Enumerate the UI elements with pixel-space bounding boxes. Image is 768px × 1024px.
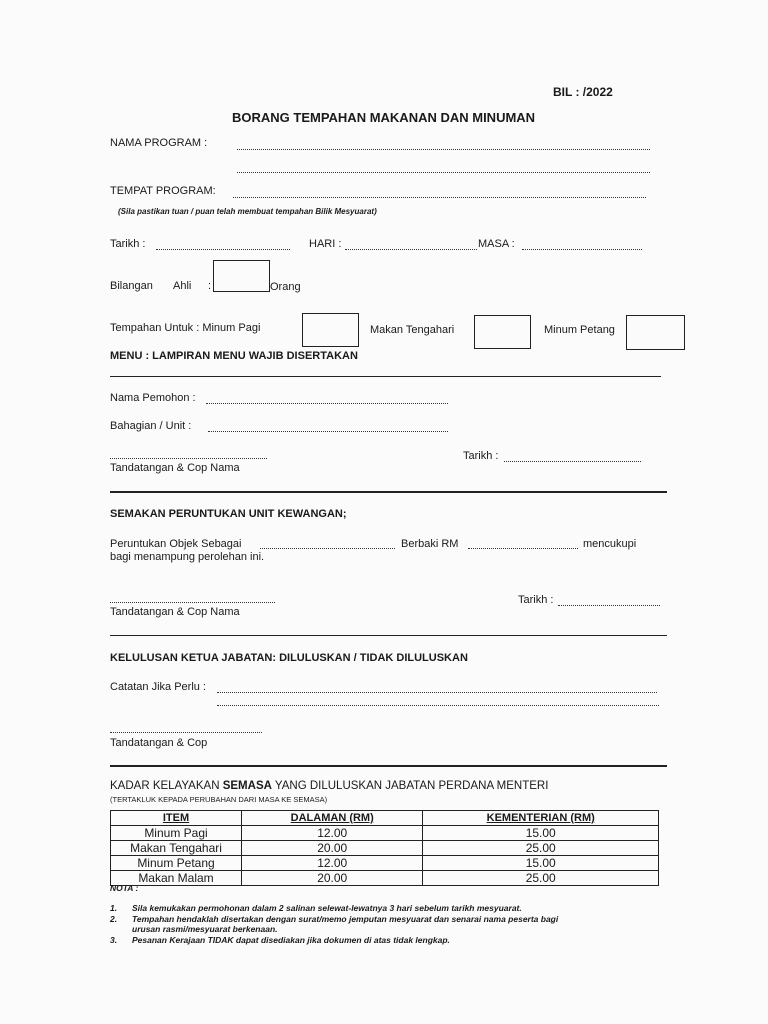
nama-pemohon-label: Nama Pemohon : bbox=[110, 392, 196, 404]
nota-item bbox=[110, 903, 558, 913]
nota-text: urusan rasmi/mesyuarat berkenaan. bbox=[132, 924, 278, 934]
tempat-program-field[interactable] bbox=[233, 197, 646, 198]
mencukupi-label: mencukupi bbox=[583, 538, 637, 550]
nota-text: Sila kemukakan permohonan dalam 2 salinan selewat-lewatnya 3 hari sebelum tarikh mesyuarat. bbox=[132, 903, 522, 913]
row-item: Makan Tengahari bbox=[111, 841, 242, 856]
berbaki-rm-field[interactable] bbox=[468, 548, 578, 549]
kadar-heading bbox=[110, 780, 548, 792]
semakan-tandatangan-label: Tandatangan & Cop Nama bbox=[110, 606, 240, 618]
col-kementerian: KEMENTERIAN (RM) bbox=[423, 811, 659, 826]
divider-kelulusan bbox=[110, 765, 667, 767]
makan-tengahari-label: Makan Tengahari bbox=[370, 324, 455, 336]
menampung-label: bagi menampung perolehan ini. bbox=[110, 551, 265, 563]
row-dalaman: 20.00 bbox=[242, 871, 423, 886]
kelulusan-tandatangan-label: Tandatangan & Cop bbox=[110, 737, 208, 749]
tempahan-untuk-label: Tempahan Untuk : Minum Pagi bbox=[110, 322, 261, 334]
semakan-signature-line[interactable] bbox=[110, 602, 275, 603]
catatan-label: Catatan Jika Perlu : bbox=[110, 681, 206, 693]
kadar-subheading: (TERTAKLUK KEPADA PERUBAHAN DARI MASA KE SEMASA) bbox=[110, 795, 328, 804]
pemohon-tandatangan-label: Tandatangan & Cop Nama bbox=[110, 462, 240, 474]
table-row bbox=[111, 826, 659, 841]
row-kementerian: 25.00 bbox=[423, 871, 659, 886]
bilik-mesyuarat-note: (Sila pastikan tuan / puan telah membuat tempahan Bilik Mesyuarat) bbox=[118, 207, 377, 216]
nama-program-field-2[interactable] bbox=[237, 172, 650, 173]
hari-label: HARI : bbox=[309, 238, 342, 250]
nama-program-field[interactable] bbox=[237, 149, 650, 150]
minum-petang-label: Minum Petang bbox=[544, 324, 615, 336]
table-row bbox=[111, 841, 659, 856]
nota-text: Tempahan hendaklah disertakan dengan surat/memo jemputan mesyuarat dan senarai nama peserta bagi bbox=[132, 914, 559, 924]
masa-label: MASA : bbox=[478, 238, 515, 250]
divider-pemohon bbox=[110, 491, 667, 493]
bil-number: BIL : /2022 bbox=[553, 85, 613, 99]
tempat-program-label: TEMPAT PROGRAM: bbox=[110, 185, 216, 197]
berbaki-label: Berbaki RM bbox=[401, 538, 459, 550]
semakan-tarikh-field[interactable] bbox=[558, 605, 660, 606]
nota-number: 1. bbox=[110, 903, 118, 913]
nota-item bbox=[110, 914, 558, 934]
table-row bbox=[111, 871, 659, 886]
kadar-table bbox=[110, 810, 659, 886]
kadar-heading-c: YANG DILULUSKAN JABATAN PERDANA MENTERI bbox=[274, 780, 549, 792]
col-item: ITEM bbox=[111, 811, 242, 826]
peruntukan-objek-field[interactable] bbox=[260, 548, 395, 549]
table-header-row bbox=[111, 811, 659, 826]
tarikh-label: Tarikh : bbox=[110, 238, 146, 250]
form-title: BORANG TEMPAHAN MAKANAN DAN MINUMAN bbox=[232, 110, 536, 125]
ahli-colon: : bbox=[208, 280, 212, 292]
kadar-heading-semasa: SEMASA bbox=[222, 780, 272, 792]
row-dalaman: 12.00 bbox=[242, 826, 423, 841]
nama-program-label: NAMA PROGRAM : bbox=[110, 137, 208, 149]
kadar-heading-a: KADAR KELAYAKAN bbox=[110, 780, 220, 792]
semakan-heading: SEMAKAN PERUNTUKAN UNIT KEWANGAN; bbox=[110, 508, 347, 520]
nota-number: 3. bbox=[110, 935, 118, 945]
bilangan-ahli-box[interactable] bbox=[213, 260, 270, 292]
pemohon-tarikh-label: Tarikh : bbox=[463, 450, 499, 462]
row-item: Minum Pagi bbox=[111, 826, 242, 841]
orang-label: Orang bbox=[270, 281, 301, 293]
table-row bbox=[111, 856, 659, 871]
bahagian-field[interactable] bbox=[208, 431, 448, 432]
tarikh-field[interactable] bbox=[156, 249, 290, 250]
pemohon-signature-line[interactable] bbox=[110, 458, 267, 459]
masa-field[interactable] bbox=[522, 249, 642, 250]
kelulusan-heading: KELULUSAN KETUA JABATAN: DILULUSKAN / TIDAK DILULUSKAN bbox=[110, 652, 468, 664]
catatan-field[interactable] bbox=[217, 692, 657, 693]
semakan-tarikh-label: Tarikh : bbox=[518, 594, 554, 606]
divider-semakan bbox=[110, 635, 667, 636]
minum-pagi-box[interactable] bbox=[302, 313, 359, 347]
row-dalaman: 20.00 bbox=[242, 841, 423, 856]
row-kementerian: 15.00 bbox=[423, 826, 659, 841]
nota-text: Pesanan Kerajaan TIDAK dapat disediakan jika dokumen di atas tidak lengkap. bbox=[132, 935, 450, 945]
row-kementerian: 15.00 bbox=[423, 856, 659, 871]
hari-field[interactable] bbox=[345, 249, 477, 250]
pemohon-tarikh-field[interactable] bbox=[504, 461, 641, 462]
makan-tengahari-box[interactable] bbox=[474, 315, 531, 349]
bilangan-label: Bilangan bbox=[110, 280, 153, 292]
menu-lampiran-heading: MENU : LAMPIRAN MENU WAJIB DISERTAKAN bbox=[110, 350, 358, 362]
nota-list bbox=[110, 903, 558, 946]
row-kementerian: 25.00 bbox=[423, 841, 659, 856]
nota-label: NOTA : bbox=[110, 883, 139, 893]
row-item: Minum Petang bbox=[111, 856, 242, 871]
bahagian-label: Bahagian / Unit : bbox=[110, 420, 192, 432]
nama-pemohon-field[interactable] bbox=[206, 403, 448, 404]
minum-petang-box[interactable] bbox=[626, 315, 685, 350]
kelulusan-signature-line[interactable] bbox=[110, 732, 262, 733]
ahli-label: Ahli bbox=[173, 280, 192, 292]
nota-item bbox=[110, 935, 558, 945]
nota-number: 2. bbox=[110, 914, 118, 924]
catatan-field-2[interactable] bbox=[217, 705, 659, 706]
col-dalaman: DALAMAN (RM) bbox=[242, 811, 423, 826]
peruntukan-label: Peruntukan Objek Sebagai bbox=[110, 538, 242, 550]
row-dalaman: 12.00 bbox=[242, 856, 423, 871]
row-item: Makan Malam bbox=[111, 871, 242, 886]
divider-menu bbox=[110, 376, 661, 377]
